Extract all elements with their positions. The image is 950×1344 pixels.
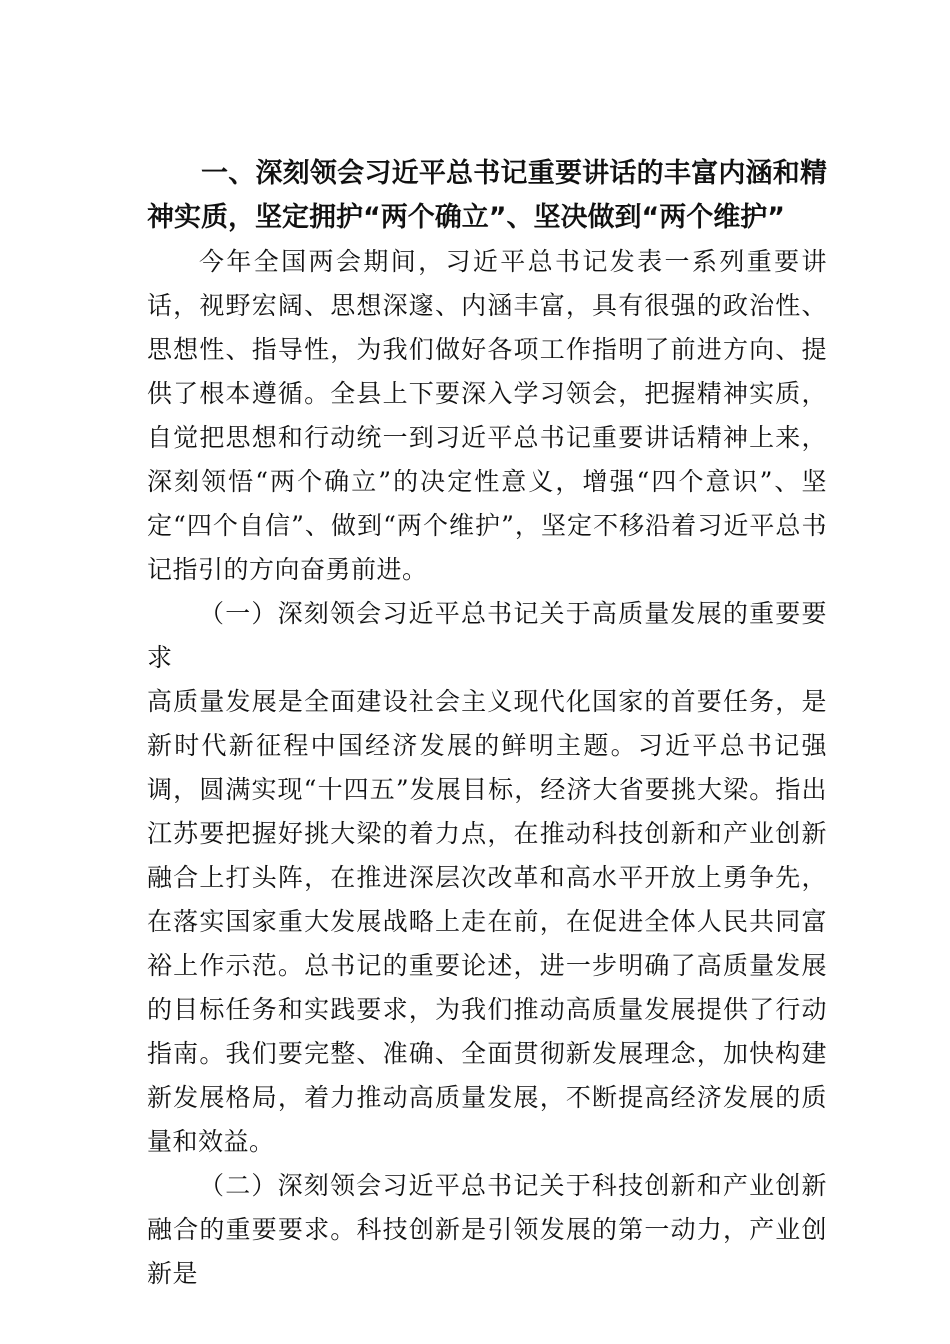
document-body (147, 152, 827, 1296)
section-intro-paragraph: 今年全国两会期间，习近平总书记发表一系列重要讲话，视野宏阔、思想深邃、内涵丰富，具有很强的政治性、思想性、指导性，为我们做好各项工作指明了前进方向、提供了根本遵循。全县上下要深入学习领会，把握精神实质，自觉把思想和行动统一到习近平总书记重要讲话精神上来，深刻领悟“两个确立”的决定性意义，增强“四个意识”、坚定“四个自信”、做到“两个维护”，坚定不移沿着习近平总书记指引的方向奋勇前进。 (147, 247, 827, 584)
subsection-2-title: （二）深刻领会习近平总书记关于科技创新和产业创新融合的重要要求。 (147, 1171, 827, 1244)
section-heading: 一、深刻领会习近平总书记重要讲话的丰富内涵和精神实质，坚定拥护“两个确立”、坚决做到“两个维护” (147, 158, 827, 233)
subsection-1-title: （一）深刻领会习近平总书记关于高质量发展的重要要求 (147, 599, 827, 672)
subsection-2-body: 科技创新是引领发展的第一动力，产业创新是 (147, 1215, 827, 1288)
subsection-2-paragraph (147, 1164, 827, 1296)
subsection-1-body: 高质量发展是全面建设社会主义现代化国家的首要任务，是新时代新征程中国经济发展的鲜明主题。习近平总书记强调，圆满实现“十四五”发展目标，经济大省要挑大梁。指出江苏要把握好挑大梁的着力点，在推动科技创新和产业创新融合上打头阵，在推进深层次改革和高水平开放上勇争先，在落实国家重大发展战略上走在前，在促进全体人民共同富裕上作示范。总书记的重要论述，进一步明确了高质量发展的目标任务和实践要求，为我们推动高质量发展提供了行动指南。我们要完整、准确、全面贯彻新发展理念，加快构建新发展格局，着力推动高质量发展，不断提高经济发展的质量和效益。 (147, 687, 827, 1156)
